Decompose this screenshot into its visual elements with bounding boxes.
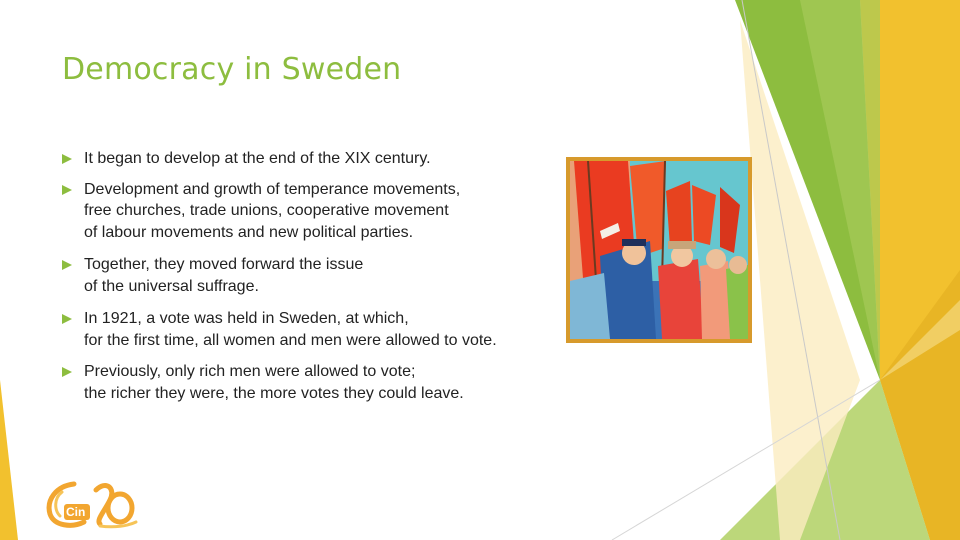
bullet-text: It began to develop at the end of the XIX century. xyxy=(84,150,431,167)
bullet-text: for the first time, all women and men were allowed to vote. xyxy=(84,331,497,349)
bullet-text: of the universal suffrage. xyxy=(84,277,259,295)
cin-logo xyxy=(44,478,140,530)
triangle-right-icon xyxy=(62,260,72,270)
triangle-right-icon xyxy=(62,185,72,195)
painting-image xyxy=(566,157,752,343)
triangle-right-icon xyxy=(62,367,72,377)
bullet-item xyxy=(62,179,562,244)
bullet-item xyxy=(62,254,562,297)
logo-text: Cin xyxy=(66,505,86,519)
triangle-right-icon xyxy=(62,314,72,324)
painting-artwork xyxy=(570,161,748,339)
bullet-text: Previously, only rich men were allowed to vote; xyxy=(84,363,416,380)
bullet-item xyxy=(62,308,562,351)
bullet-item xyxy=(62,148,562,170)
bullet-text: the richer they were, the more votes they could leave. xyxy=(84,384,464,402)
slide-title: Democracy in Sweden xyxy=(62,52,402,87)
bullet-list xyxy=(62,148,562,404)
bullet-text: Together, they moved forward the issue xyxy=(84,256,364,273)
triangle-right-icon xyxy=(62,154,72,164)
bullet-text: In 1921, a vote was held in Sweden, at which, xyxy=(84,310,409,327)
bullet-text: of labour movements and new political parties. xyxy=(84,223,414,241)
bullet-text: Development and growth of temperance movements, xyxy=(84,180,461,198)
bullet-item xyxy=(62,361,562,404)
bullet-text: free churches, trade unions, cooperative movement xyxy=(84,202,449,219)
